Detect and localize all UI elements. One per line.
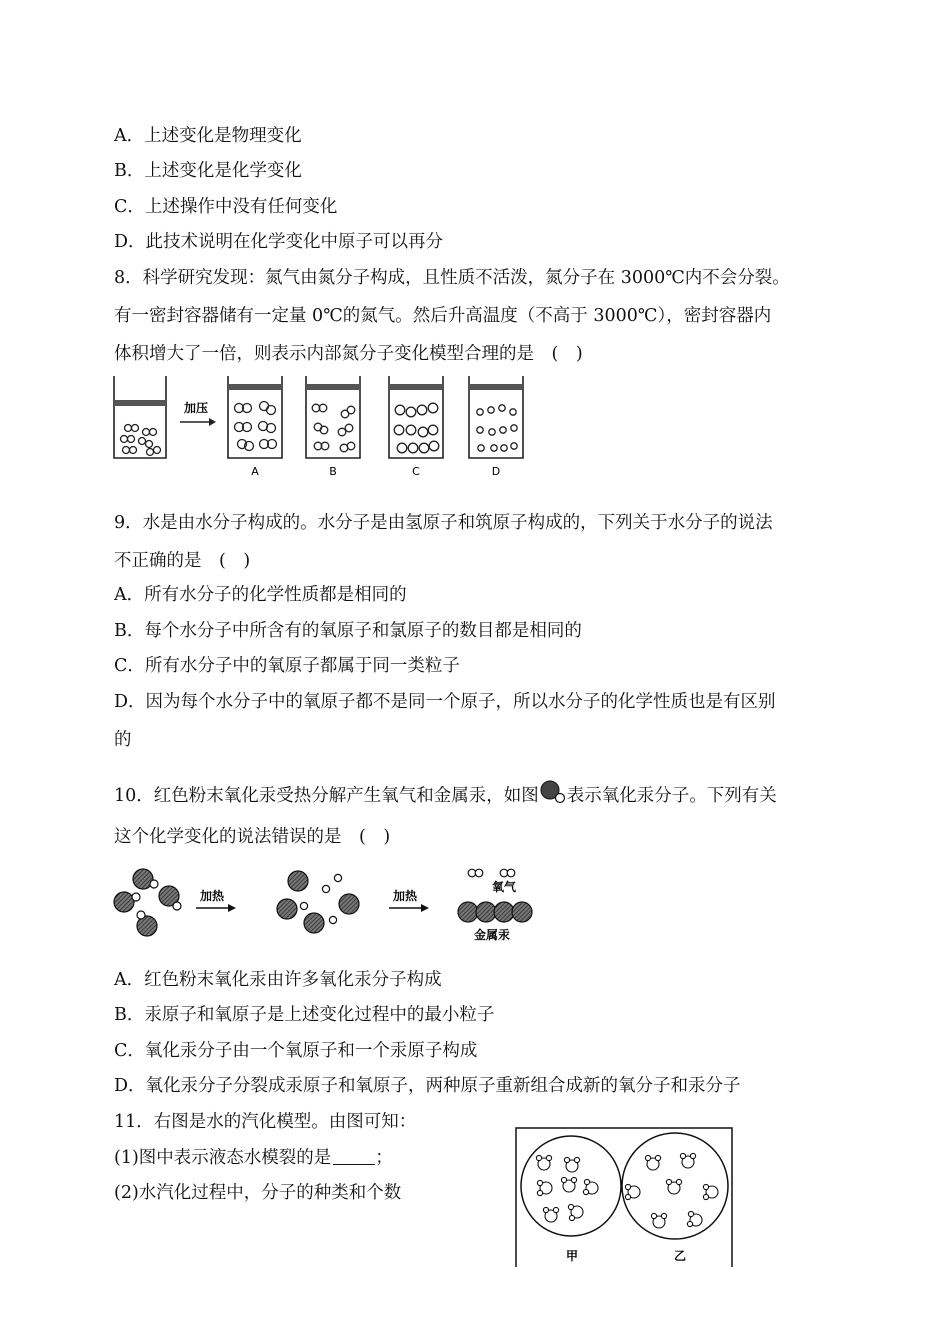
q11-stem-line-1: 11．右图是水的汽化模型。由图可知： (114, 1112, 417, 1132)
q7-option-b: B．上述变化是化学变化 (114, 161, 302, 181)
arrow-label-heat-1: 加热 (200, 889, 225, 903)
q10-stem-line-2: 这个化学变化的说法错误的是 ( ) (114, 827, 391, 847)
q9-stem-line-1: 9．水是由水分子构成的。水分子是由氢原子和筑原子构成的，下列关于水分子的说法 (114, 513, 773, 533)
q9-option-d-continued: 的 (114, 730, 132, 750)
q8-stem-line-3: 体积增大了一倍，则表示内部氮分子变化模型合理的是 ( ) (114, 344, 583, 364)
q11-part-1: (1)图中表示液态水模裂的是 ； (114, 1148, 393, 1168)
q8-stem-line-2: 有一密封容器储有一定量 0℃的氮气。然后升高温度（不高于 3000℃），密封容器内 (114, 306, 772, 326)
answer-blank[interactable] (333, 1146, 375, 1165)
q9-option-a: A．所有水分子的化学性质都是相同的 (114, 585, 407, 605)
q7-option-d: D．此技术说明在化学变化中原子可以再分 (114, 232, 444, 252)
q10-stem-before-icon: 10．红色粉末氧化汞受热分解产生氧气和金属汞，如图 (114, 786, 539, 806)
q10-stem-line-1 (114, 779, 777, 808)
q8-nitrogen-figure (106, 372, 546, 480)
water-molecules-yi (625, 1153, 718, 1228)
q10-mercury-oxide-figure (106, 860, 546, 944)
mercury-label: 金属汞 (474, 928, 511, 942)
q9-option-b: B．每个水分子中所含有的氧原子和氯原子的数目都是相同的 (114, 621, 582, 641)
water-molecules-jia (536, 1155, 598, 1222)
q9-option-d: D．因为每个水分子中的氧原子都不是同一个原子，所以水分子的化学性质也是有区别 (114, 692, 776, 712)
arrow-label-pressurize: 加压 (184, 401, 209, 415)
q10-stem-after-icon: 表示氧化汞分子。下列有关 (566, 786, 777, 806)
q11-evaporation-figure (514, 1126, 736, 1268)
q10-option-c: C．氧化汞分子由一个氧原子和一个汞原子构成 (114, 1041, 478, 1061)
q10-option-a: A．红色粉末氧化汞由许多氧化汞分子构成 (114, 970, 442, 990)
arrow-label-heat-2: 加热 (393, 889, 418, 903)
n2-molecules-original (121, 425, 161, 456)
option-label-a: A (251, 465, 259, 478)
q9-option-c: C．所有水分子中的氧原子都属于同一类粒子 (114, 656, 460, 676)
oxygen-label: 氧气 (492, 880, 517, 894)
q9-stem-line-2: 不正确的是 ( ) (114, 551, 251, 571)
option-label-b: B (329, 465, 337, 478)
label-yi: 乙 (674, 1249, 687, 1263)
option-label-c: C (412, 465, 420, 478)
option-label-d: D (491, 465, 501, 478)
q7-option-a: A．上述变化是物理变化 (114, 126, 302, 146)
mercury-oxide-molecule-icon (539, 779, 567, 805)
q10-option-b: B．汞原子和氧原子是上述变化过程中的最小粒子 (114, 1005, 495, 1025)
q10-option-d: D．氧化汞分子分裂成汞原子和氧原子，两种原子重新组合成新的氧分子和汞分子 (114, 1076, 741, 1096)
container-original (114, 376, 166, 458)
label-jia: 甲 (566, 1249, 579, 1263)
q7-option-c: C．上述操作中没有任何变化 (114, 197, 338, 217)
q8-stem-line-1: 8．科学研究发现：氮气由氮分子构成，且性质不活泼，氮分子在 3000℃内不会分裂。 (114, 268, 790, 288)
q11-part-2: (2)水汽化过程中，分子的种类和个数 (114, 1183, 402, 1203)
